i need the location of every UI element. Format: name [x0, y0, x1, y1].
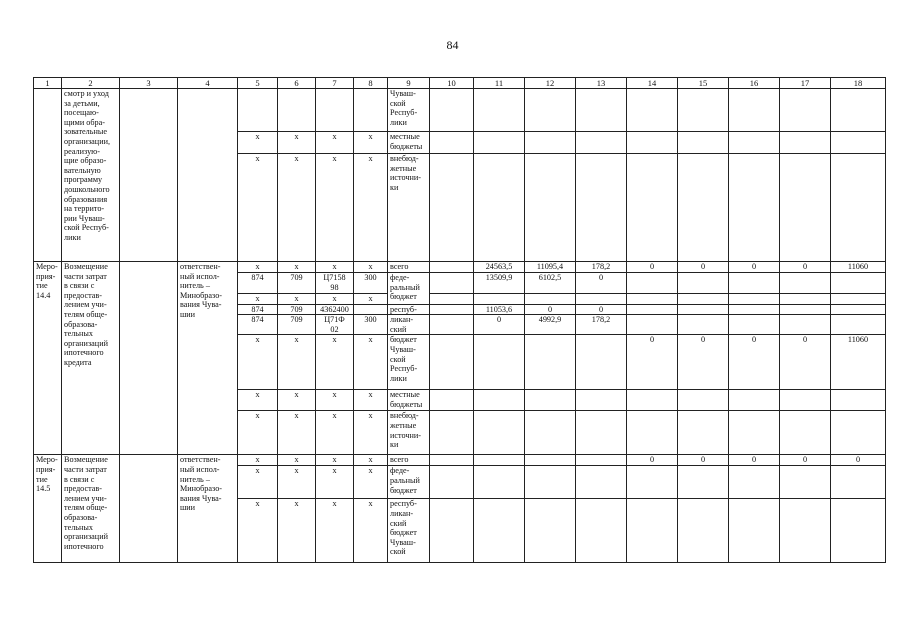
code-cell: х — [238, 294, 278, 305]
code-cell: х — [354, 262, 388, 273]
value-cell: 6102,5 — [525, 273, 576, 294]
code-cell: 874 — [238, 304, 278, 315]
col-num: 7 — [316, 78, 354, 89]
code-cell: х — [316, 132, 354, 154]
funding-source: местные бюджеты — [388, 132, 430, 154]
value-cell: 0 — [474, 315, 525, 335]
code-cell: 4362400 — [316, 304, 354, 315]
value-cell: 11053,6 — [474, 304, 525, 315]
value-cell: 0 — [678, 455, 729, 466]
value-cell: 0 — [729, 455, 780, 466]
value-cell: 11060 — [831, 335, 886, 390]
value-cell — [729, 89, 780, 132]
executor-cell: ответствен- ный испол- нитель – Минобразо- вания Чува- шии — [178, 262, 238, 455]
budget-table — [33, 77, 886, 563]
value-cell: 0 — [576, 304, 627, 315]
code-cell: х — [354, 154, 388, 262]
value-cell: 178,2 — [576, 262, 627, 273]
funding-source: всего — [388, 262, 430, 273]
page-number: 84 — [446, 38, 459, 52]
code-cell: х — [278, 390, 316, 411]
code-cell: х — [316, 154, 354, 262]
funding-source: бюджет Чуваш- ской Респуб- лики — [388, 335, 430, 390]
value-cell: 11060 — [831, 262, 886, 273]
value-cell: 0 — [678, 262, 729, 273]
code-cell: х — [278, 154, 316, 262]
code-cell: х — [316, 499, 354, 563]
code-cell: х — [238, 262, 278, 273]
value-cell: 13509,9 — [474, 273, 525, 294]
col-num: 2 — [62, 78, 120, 89]
executor-cell: ответствен- ный испол- нитель – Минобразо- вания Чува- шии — [178, 455, 238, 563]
value-cell — [474, 89, 525, 132]
code-cell: х — [316, 262, 354, 273]
code-cell: 300 — [354, 315, 388, 335]
col-num: 5 — [238, 78, 278, 89]
col-num: 17 — [780, 78, 831, 89]
funding-source: феде- ральный бюджет — [388, 466, 430, 499]
code-cell: х — [238, 390, 278, 411]
funding-source: всего — [388, 455, 430, 466]
value-cell: 0 — [576, 273, 627, 294]
funding-source: внебюд- жетные источни- ки — [388, 154, 430, 262]
measure-label: Меро- прия- тие 14.4 — [34, 262, 62, 455]
funding-source: респуб- — [388, 304, 430, 315]
value-cell: 0 — [831, 455, 886, 466]
code-cell: х — [238, 335, 278, 390]
funding-source: Чуваш- ской Респуб- лики — [388, 89, 430, 132]
measure-label — [34, 89, 62, 262]
code-cell: х — [354, 294, 388, 305]
value-cell — [576, 89, 627, 132]
funding-source: респуб- ликан- ский бюджет Чуваш- ской — [388, 499, 430, 563]
code-cell: х — [354, 390, 388, 411]
code-cell: х — [316, 294, 354, 305]
value-cell: 0 — [627, 262, 678, 273]
code-cell: х — [238, 411, 278, 455]
value-cell: 0 — [678, 335, 729, 390]
measure-name: Возмещение части затрат в связи с предостав- лением учи- телям обще- образова- тельных организаций ипотечного кредита — [62, 262, 120, 455]
value-cell — [780, 89, 831, 132]
value-cell: 0 — [525, 304, 576, 315]
code-cell: 300 — [354, 273, 388, 294]
value-cell: 0 — [780, 455, 831, 466]
column-number-row — [34, 78, 886, 89]
funding-source: феде- ральный бюджет — [388, 273, 430, 305]
code-cell: 874 — [238, 273, 278, 294]
code-cell: х — [238, 132, 278, 154]
col-num: 4 — [178, 78, 238, 89]
col-num: 18 — [831, 78, 886, 89]
col-num: 11 — [474, 78, 525, 89]
value-cell — [678, 89, 729, 132]
code-cell: х — [278, 132, 316, 154]
code-cell: х — [238, 499, 278, 563]
code-cell — [316, 89, 354, 132]
funding-source: местные бюджеты — [388, 390, 430, 411]
value-cell: 0 — [729, 335, 780, 390]
table-row — [34, 262, 886, 273]
code-cell: 709 — [278, 273, 316, 294]
code-cell: х — [238, 455, 278, 466]
code-cell: Ц7158 98 — [316, 273, 354, 294]
code-cell: 874 — [238, 315, 278, 335]
code-cell: х — [316, 335, 354, 390]
code-cell: 709 — [278, 315, 316, 335]
col-num: 3 — [120, 78, 178, 89]
code-cell — [278, 89, 316, 132]
col-num: 10 — [430, 78, 474, 89]
value-cell: 4992,9 — [525, 315, 576, 335]
col-num: 16 — [729, 78, 780, 89]
code-cell: Ц71Ф 02 — [316, 315, 354, 335]
code-cell: х — [354, 499, 388, 563]
code-cell — [354, 89, 388, 132]
code-cell: х — [316, 455, 354, 466]
code-cell: х — [278, 335, 316, 390]
code-cell: х — [354, 466, 388, 499]
col-num: 13 — [576, 78, 627, 89]
measure-label: Меро- прия- тие 14.5 — [34, 455, 62, 563]
col-num: 12 — [525, 78, 576, 89]
value-cell — [831, 89, 886, 132]
value-cell: 0 — [627, 335, 678, 390]
table-row — [34, 455, 886, 466]
value-cell: 24563,5 — [474, 262, 525, 273]
funding-source: внебюд- жетные источни- ки — [388, 411, 430, 455]
code-cell: х — [238, 154, 278, 262]
code-cell: х — [316, 411, 354, 455]
value-cell: 0 — [780, 335, 831, 390]
empty-cell — [120, 89, 178, 262]
code-cell: х — [354, 335, 388, 390]
value-cell: 11095,4 — [525, 262, 576, 273]
value-cell — [525, 89, 576, 132]
value-cell — [430, 89, 474, 132]
measure-name: смотр и уход за детьми, посещаю- щими обра- зовательные организации, реализую- щие образо- вательную программу дошкольного образования на террито- рии Чуваш- ской Респуб- лики — [62, 89, 120, 262]
col-num: 15 — [678, 78, 729, 89]
value-cell: 0 — [780, 262, 831, 273]
code-cell: х — [278, 262, 316, 273]
col-num: 8 — [354, 78, 388, 89]
executor-cell — [178, 89, 238, 262]
code-cell: х — [316, 390, 354, 411]
code-cell: х — [278, 294, 316, 305]
code-cell: х — [278, 411, 316, 455]
code-cell — [354, 304, 388, 315]
value-cell — [430, 262, 474, 273]
table-row — [34, 89, 886, 132]
col-num: 1 — [34, 78, 62, 89]
code-cell: х — [354, 455, 388, 466]
code-cell: х — [354, 132, 388, 154]
col-num: 6 — [278, 78, 316, 89]
code-cell: х — [278, 455, 316, 466]
value-cell — [627, 89, 678, 132]
code-cell: х — [354, 411, 388, 455]
col-num: 9 — [388, 78, 430, 89]
funding-source: ликан- ский — [388, 315, 430, 335]
measure-name: Возмещение части затрат в связи с предостав- лением учи- телям обще- образова- тельных организаций ипотечного — [62, 455, 120, 563]
value-cell: 0 — [627, 455, 678, 466]
code-cell: х — [278, 499, 316, 563]
empty-cell — [120, 262, 178, 455]
value-cell: 0 — [729, 262, 780, 273]
code-cell — [238, 89, 278, 132]
value-cell: 178,2 — [576, 315, 627, 335]
code-cell: х — [278, 466, 316, 499]
empty-cell — [120, 455, 178, 563]
col-num: 14 — [627, 78, 678, 89]
code-cell: х — [316, 466, 354, 499]
code-cell: х — [238, 466, 278, 499]
code-cell: 709 — [278, 304, 316, 315]
